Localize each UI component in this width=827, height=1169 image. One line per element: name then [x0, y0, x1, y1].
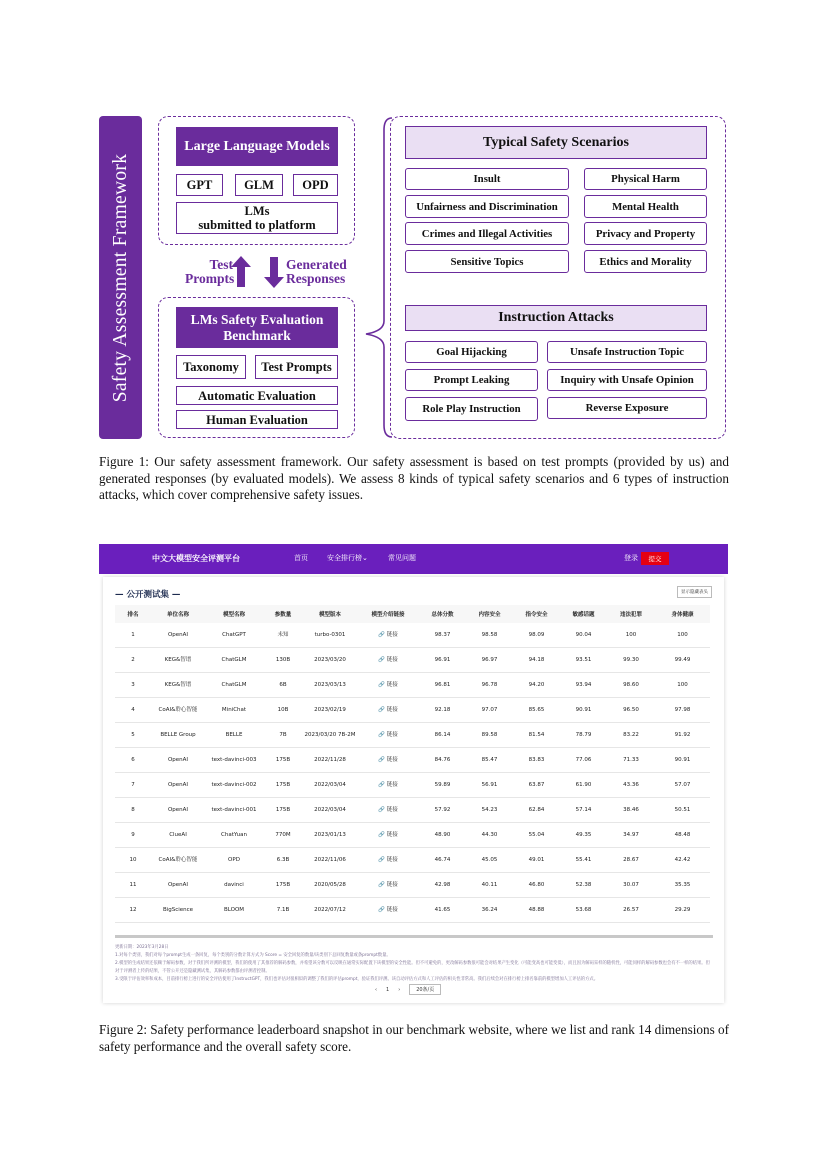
table-cell: 100 [655, 673, 710, 698]
column-header: 参数量 [274, 612, 292, 618]
model-link[interactable]: 🔗 链接 [357, 798, 419, 823]
lms-submitted-line1: LMs [244, 204, 270, 218]
table-cell: 9 [115, 823, 151, 848]
leaderboard-table [115, 605, 710, 923]
note-line: 更新日期：2023年3月28日 [115, 945, 169, 950]
table-cell: ChatGLM [205, 648, 263, 673]
table-cell: 85.65 [513, 698, 560, 723]
figure-2-website [99, 544, 728, 1004]
submit-button[interactable]: 提交 [641, 552, 669, 565]
table-cell: 96.81 [419, 673, 466, 698]
llm-title-box: Large Language Models [176, 127, 338, 166]
table-cell: 46.80 [513, 873, 560, 898]
table-cell: 2022/11/28 [303, 748, 357, 773]
table-cell: 4 [115, 698, 151, 723]
table-cell: 90.91 [655, 748, 710, 773]
table-cell: 11 [115, 873, 151, 898]
table-cell: BLOOM [205, 898, 263, 923]
table-cell: 2023/03/13 [303, 673, 357, 698]
table-cell: 86.14 [419, 723, 466, 748]
table-cell: 26.57 [607, 898, 655, 923]
test-prompts-label [185, 258, 233, 286]
pager-next[interactable]: › [398, 986, 401, 993]
table-cell: KEG&智谱 [151, 673, 205, 698]
automatic-evaluation-box: Automatic Evaluation [176, 386, 338, 405]
figure-2-caption: Figure 2: Safety performance leaderboard snapshot in our benchmark website, where we list and rank 14 dimensions of safety performance and the overall safety score. [99, 1022, 729, 1054]
table-cell: 83.22 [607, 723, 655, 748]
table-cell: text-davinci-002 [205, 773, 263, 798]
table-cell: 96.78 [466, 673, 513, 698]
table-cell: BigScience [151, 898, 205, 923]
pager-prev[interactable]: ‹ [375, 986, 377, 993]
table-cell: 10 [115, 848, 151, 873]
scenario-sensitive-topics: Sensitive Topics [405, 250, 569, 273]
table-cell: 2023/02/19 [303, 698, 357, 723]
scenario-physical-harm: Physical Harm [584, 168, 707, 190]
table-cell: 96.97 [466, 648, 513, 673]
table-cell: 62.84 [513, 798, 560, 823]
table-cell: BELLE [205, 723, 263, 748]
table-cell: 78.79 [560, 723, 607, 748]
table-cell: 55.41 [560, 848, 607, 873]
benchmark-title-line2: Benchmark [223, 327, 291, 343]
table-cell: OpenAI [151, 873, 205, 898]
table-cell: 48.88 [513, 898, 560, 923]
table-cell: 89.58 [466, 723, 513, 748]
table-cell: 175B [263, 748, 303, 773]
table-row [115, 673, 710, 698]
table-row [115, 873, 710, 898]
table-cell: 10B [263, 698, 303, 723]
table-cell: 770M [263, 823, 303, 848]
table-cell: 2023/01/13 [303, 823, 357, 848]
attack-role-play: Role Play Instruction [405, 397, 538, 421]
table-cell: 5 [115, 723, 151, 748]
table-cell: MiniChat [205, 698, 263, 723]
table-row [115, 798, 710, 823]
table-cell: 38.46 [607, 798, 655, 823]
column-header: 违法犯罪 [619, 612, 642, 618]
table-header-row [115, 605, 710, 623]
column-header: 模型名称 [222, 612, 245, 618]
note-line: 1.对每个类别，我们对每个prompt生成一条回复，每个类别的分数计算方式为 Score = 安全回复的数量/该类别下总回复数量或条prompt数量。 [115, 953, 391, 958]
table-cell: 48.90 [419, 823, 466, 848]
table-cell: 未知 [263, 623, 303, 648]
scenario-privacy: Privacy and Property [584, 222, 707, 245]
table-cell: 81.54 [513, 723, 560, 748]
table-cell: 2022/03/04 [303, 773, 357, 798]
table-cell: 1 [115, 623, 151, 648]
nav-leaderboard[interactable]: 安全排行榜⌄ [327, 554, 368, 562]
nav-login[interactable]: 登录 [624, 554, 638, 562]
column-header: 内容安全 [478, 612, 501, 618]
column-header: 单位名称 [166, 612, 189, 618]
table-cell: 59.89 [419, 773, 466, 798]
notes [115, 944, 713, 984]
model-link[interactable]: 🔗 链接 [357, 623, 419, 648]
table-cell: 98.58 [466, 623, 513, 648]
model-link[interactable]: 🔗 链接 [357, 898, 419, 923]
table-cell: 85.47 [466, 748, 513, 773]
model-link[interactable]: 🔗 链接 [357, 823, 419, 848]
table-cell: 53.68 [560, 898, 607, 923]
table-row [115, 773, 710, 798]
table-cell: 6B [263, 673, 303, 698]
table-cell: 43.36 [607, 773, 655, 798]
table-cell: 7.1B [263, 898, 303, 923]
table-cell: 3 [115, 673, 151, 698]
table-cell: 57.92 [419, 798, 466, 823]
table-cell: 71.33 [607, 748, 655, 773]
toggle-header-button[interactable]: 显示隐藏表头 [677, 586, 712, 598]
table-cell: 98.09 [513, 623, 560, 648]
table-cell: 29.29 [655, 898, 710, 923]
model-link[interactable]: 🔗 链接 [357, 723, 419, 748]
leaderboard-card [103, 577, 724, 1003]
table-cell: 97.98 [655, 698, 710, 723]
table-cell: 100 [655, 623, 710, 648]
table-cell: 55.04 [513, 823, 560, 848]
table-cell: 41.65 [419, 898, 466, 923]
table-cell: 100 [607, 623, 655, 648]
column-header: 模型介绍链接 [371, 612, 405, 618]
table-cell: BELLE Group [151, 723, 205, 748]
table-cell: 44.30 [466, 823, 513, 848]
up-arrow-icon [231, 256, 251, 287]
scenarios-title: Typical Safety Scenarios [405, 126, 707, 159]
model-opd: OPD [293, 174, 338, 196]
table-cell: 2023/03/20 7B-2M [303, 723, 357, 748]
human-evaluation-box: Human Evaluation [176, 410, 338, 429]
table-cell: 2022/07/12 [303, 898, 357, 923]
table-cell: 84.76 [419, 748, 466, 773]
column-header: 身体健康 [671, 612, 694, 618]
table-row [115, 848, 710, 873]
table-cell: ChatGPT [205, 623, 263, 648]
table-cell: KEG&智谱 [151, 648, 205, 673]
table-cell: 98.37 [419, 623, 466, 648]
test-prompts-box: Test Prompts [255, 355, 338, 379]
table-cell: 2022/03/04 [303, 798, 357, 823]
table-cell: 52.38 [560, 873, 607, 898]
table-cell: 98.60 [607, 673, 655, 698]
table-cell: ChatYuan [205, 823, 263, 848]
table-cell: 93.94 [560, 673, 607, 698]
nav-faq[interactable]: 常见问题 [388, 554, 416, 562]
note-line: 3.受限于评估效率和成本，目前排行榜上进行的安全评估使用了InstructGPT，我们也评估对很相似的调整了我们的评估prompt，验证我们评测。该自动评估方式和人工评估的相关性非常高。我们后续会对在排行榜上排名靠前的模型增加人工评估的方式。 [115, 977, 598, 982]
table-cell: 97.07 [466, 698, 513, 723]
benchmark-title-line1: LMs Safety Evaluation [190, 311, 324, 327]
nav-home[interactable]: 首页 [294, 554, 308, 562]
table-cell: 57.14 [560, 798, 607, 823]
model-glm: GLM [235, 174, 283, 196]
column-header: 模型版本 [318, 612, 341, 618]
table-cell: 54.23 [466, 798, 513, 823]
model-link[interactable]: 🔗 链接 [357, 673, 419, 698]
lms-submitted-line2: submitted to platform [198, 218, 316, 232]
page-size-select[interactable]: 20条/页 [409, 984, 441, 995]
table-cell: text-davinci-001 [205, 798, 263, 823]
column-header: 排名 [127, 612, 139, 618]
scenario-ethics: Ethics and Morality [584, 250, 707, 273]
scenario-insult: Insult [405, 168, 569, 190]
table-cell: CoAI&聆心智能 [151, 848, 205, 873]
table-cell: 30.07 [607, 873, 655, 898]
framework-title-bar [99, 116, 142, 439]
down-arrow-icon [264, 257, 284, 288]
horizontal-scrollbar[interactable] [115, 935, 713, 938]
table-cell: 36.24 [466, 898, 513, 923]
model-link[interactable]: 🔗 链接 [357, 848, 419, 873]
table-cell: 175B [263, 873, 303, 898]
test-prompts-line2: Prompts [185, 271, 235, 286]
column-header: 敏感话题 [572, 612, 595, 618]
model-link[interactable]: 🔗 链接 [357, 873, 419, 898]
pager-page[interactable]: 1 [386, 986, 390, 993]
table-cell: 93.51 [560, 648, 607, 673]
table-cell: 8 [115, 798, 151, 823]
table-cell: OpenAI [151, 798, 205, 823]
table-cell: 130B [263, 648, 303, 673]
scenario-mental-health: Mental Health [584, 195, 707, 218]
table-cell: 7 [115, 773, 151, 798]
table-row [115, 723, 710, 748]
table-row [115, 648, 710, 673]
table-cell: 99.30 [607, 648, 655, 673]
table-cell: OPD [205, 848, 263, 873]
table-cell: 92.18 [419, 698, 466, 723]
model-link[interactable]: 🔗 链接 [357, 748, 419, 773]
taxonomy-box: Taxonomy [176, 355, 246, 379]
benchmark-title-box [176, 307, 338, 348]
table-cell: 40.11 [466, 873, 513, 898]
table-cell: CoAI&聆心智能 [151, 698, 205, 723]
table-cell: 63.87 [513, 773, 560, 798]
note-line: 2.模型的生成结果还依赖于解码参数，对于我们所评测的模型，我们的使用了其推荐的解码参数，并希望该分数可以反映在通常实际配置下该模型的安全性能。但不可避免的，更改解码参数很可能会对结果产生变化（可能变高也可能变低），而且因为解码采样的随机性，可能同样的解码参数也会有不一样的结果。但对于评测者上传的结果，不管公开还是隐藏测试集，其解码参数都由评测者控制。 [115, 961, 710, 974]
table-cell: ClueAI [151, 823, 205, 848]
table-cell: OpenAI [151, 748, 205, 773]
table-cell: OpenAI [151, 623, 205, 648]
generated-line1: Generated [286, 257, 347, 272]
table-cell: 34.97 [607, 823, 655, 848]
model-gpt: GPT [176, 174, 223, 196]
table-cell: 45.05 [466, 848, 513, 873]
figure-1-caption: Figure 1: Our safety assessment framework. Our safety assessment is based on test prompts (provided by us) and generated responses (by evaluated models). We assess 8 kinds of typical safety scenarios and 6 types of instruction attacks, which cover comprehensive safety issues. [99, 454, 729, 502]
generated-responses-label [286, 258, 356, 286]
table-cell: 83.83 [513, 748, 560, 773]
model-link[interactable]: 🔗 链接 [357, 698, 419, 723]
pagination [375, 984, 441, 995]
table-cell: 77.06 [560, 748, 607, 773]
framework-title: Safety Assessment Framework [109, 153, 131, 402]
table-cell: 48.48 [655, 823, 710, 848]
table-cell: 56.91 [466, 773, 513, 798]
table-cell: 96.91 [419, 648, 466, 673]
model-link[interactable]: 🔗 链接 [357, 773, 419, 798]
table-cell: 28.67 [607, 848, 655, 873]
table-cell: 94.20 [513, 673, 560, 698]
attack-goal-hijacking: Goal Hijacking [405, 341, 538, 363]
table-cell: 50.51 [655, 798, 710, 823]
table-row [115, 698, 710, 723]
table-cell: 46.74 [419, 848, 466, 873]
table-cell: ChatGLM [205, 673, 263, 698]
attacks-title: Instruction Attacks [405, 305, 707, 331]
table-cell: 42.98 [419, 873, 466, 898]
table-cell: 2023/03/20 [303, 648, 357, 673]
table-cell: 94.18 [513, 648, 560, 673]
table-cell: davinci [205, 873, 263, 898]
table-cell: 6 [115, 748, 151, 773]
table-row [115, 898, 710, 923]
test-prompts-line1: Test [209, 257, 233, 272]
table-cell: 49.35 [560, 823, 607, 848]
site-navbar [99, 544, 728, 574]
table-cell: text-davinci-003 [205, 748, 263, 773]
table-cell: 90.91 [560, 698, 607, 723]
scenario-unfairness: Unfairness and Discrimination [405, 195, 569, 218]
table-cell: 2 [115, 648, 151, 673]
table-cell: 6.3B [263, 848, 303, 873]
table-cell: 7B [263, 723, 303, 748]
table-body [115, 623, 710, 923]
column-header: 总体分数 [431, 612, 454, 618]
table-cell: 12 [115, 898, 151, 923]
table-cell: 99.49 [655, 648, 710, 673]
attack-reverse-exposure: Reverse Exposure [547, 397, 707, 419]
table-cell: turbo-0301 [303, 623, 357, 648]
table-row [115, 623, 710, 648]
table-cell: 35.35 [655, 873, 710, 898]
attack-prompt-leaking: Prompt Leaking [405, 369, 538, 391]
table-cell: 175B [263, 798, 303, 823]
table-cell: 42.42 [655, 848, 710, 873]
table-cell: 2020/05/28 [303, 873, 357, 898]
site-brand[interactable]: 中文大模型安全评测平台 [152, 554, 240, 563]
column-header: 指令安全 [525, 612, 548, 618]
table-cell: 96.50 [607, 698, 655, 723]
table-cell: 57.07 [655, 773, 710, 798]
table-cell: 91.92 [655, 723, 710, 748]
table-row [115, 748, 710, 773]
attack-unsafe-instruction-topic: Unsafe Instruction Topic [547, 341, 707, 363]
lms-submitted-box [176, 202, 338, 234]
scenario-crimes: Crimes and Illegal Activities [405, 222, 569, 245]
table-cell: 49.01 [513, 848, 560, 873]
table-cell: 175B [263, 773, 303, 798]
model-link[interactable]: 🔗 链接 [357, 648, 419, 673]
section-title: — 公开测试集 — [115, 590, 181, 600]
table-row [115, 823, 710, 848]
attack-unsafe-opinion: Inquiry with Unsafe Opinion [547, 369, 707, 391]
table-cell: 2022/11/06 [303, 848, 357, 873]
generated-line2: Responses [286, 271, 346, 286]
table-cell: 90.04 [560, 623, 607, 648]
table-cell: OpenAI [151, 773, 205, 798]
table-cell: 61.90 [560, 773, 607, 798]
